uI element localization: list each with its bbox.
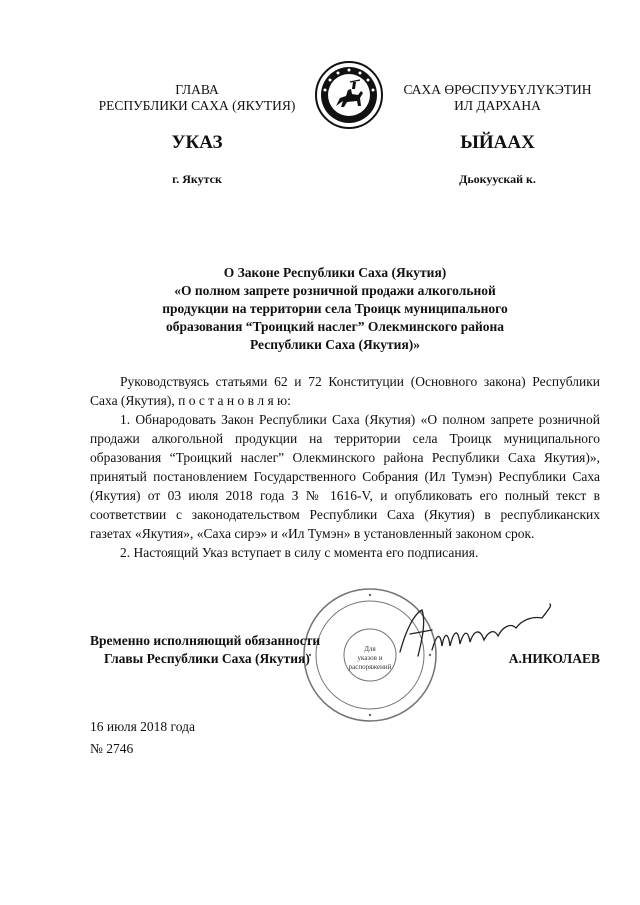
subject-line: Республики Саха (Якутия)» bbox=[249, 337, 420, 352]
document-number: № 2746 bbox=[90, 741, 134, 756]
city-sakha: Дьокуускай к. bbox=[459, 172, 536, 186]
item-1-paragraph: 1. Обнародовать Закон Республики Саха (Якутия) «О полном запрете розничной продажи алкогольной продукции на территории села Троицк муниципального образования “Троицкий наслег” Олекминского района Республики Саха Якутия)», принятый постановлением Государственного Собрания (Ил Тумэн) Республики Саха (Якутия) от 03 июля 2018 года З № 1616-V, и опубликовать его полный текст в соответствии с законодательством Республики Саха (Якутия) в республиканских газетах «Якутия», «Саха сирэ» и «Ил Тумэн» в установленный законом срок. bbox=[90, 412, 600, 541]
document-date: 16 июля 2018 года bbox=[90, 719, 195, 734]
issuer-sakha bbox=[390, 82, 605, 114]
issuer-ru-line2: РЕСПУБЛИКИ САХА (ЯКУТИЯ) bbox=[98, 98, 296, 113]
subject-line: образования “Троицкий наслег” Олекминского района bbox=[165, 319, 505, 334]
signatory-title-line2: Главы Республики Саха (Якутия) bbox=[104, 651, 310, 666]
issuer-ru bbox=[72, 82, 322, 114]
city-ru: г. Якутск bbox=[172, 172, 222, 186]
document-subject bbox=[100, 264, 570, 354]
signatory-name: А.НИКОЛАЕВ bbox=[508, 651, 600, 666]
signatory-title-line1: Временно исполняющий обязанности bbox=[90, 633, 321, 648]
doc-type-ru: УКАЗ bbox=[171, 132, 223, 153]
item-2-paragraph: 2. Настоящий Указ вступает в силу с момента его подписания. bbox=[120, 545, 479, 560]
seal-inner-text: Для bbox=[364, 645, 376, 653]
doc-type-sakha: ЫЙААХ bbox=[460, 132, 535, 153]
svg-text:указов и: указов и bbox=[357, 654, 383, 662]
svg-text:распоряжений: распоряжений bbox=[348, 663, 392, 671]
subject-line: «О полном запрете розничной продажи алкогольной bbox=[174, 283, 496, 298]
document-body bbox=[90, 372, 600, 562]
preamble-paragraph: Руководствуясь статьями 62 и 72 Конституции (Основного закона) Республики Саха (Якутия), п о с т а н о в л я ю: bbox=[90, 374, 600, 408]
issuer-sakha-line1: САХА ӨРӨСПУУБҮЛҮКЭТИН bbox=[403, 82, 592, 97]
signatory-title bbox=[90, 632, 390, 668]
issuer-sakha-line2: ИЛ ДАРХАНА bbox=[454, 98, 541, 113]
republic-emblem-icon bbox=[314, 60, 384, 130]
issuer-ru-line1: ГЛАВА bbox=[175, 82, 219, 97]
subject-line: О Законе Республики Саха (Якутия) bbox=[223, 265, 447, 280]
subject-line: продукции на территории села Троицк муниципального bbox=[162, 301, 508, 316]
